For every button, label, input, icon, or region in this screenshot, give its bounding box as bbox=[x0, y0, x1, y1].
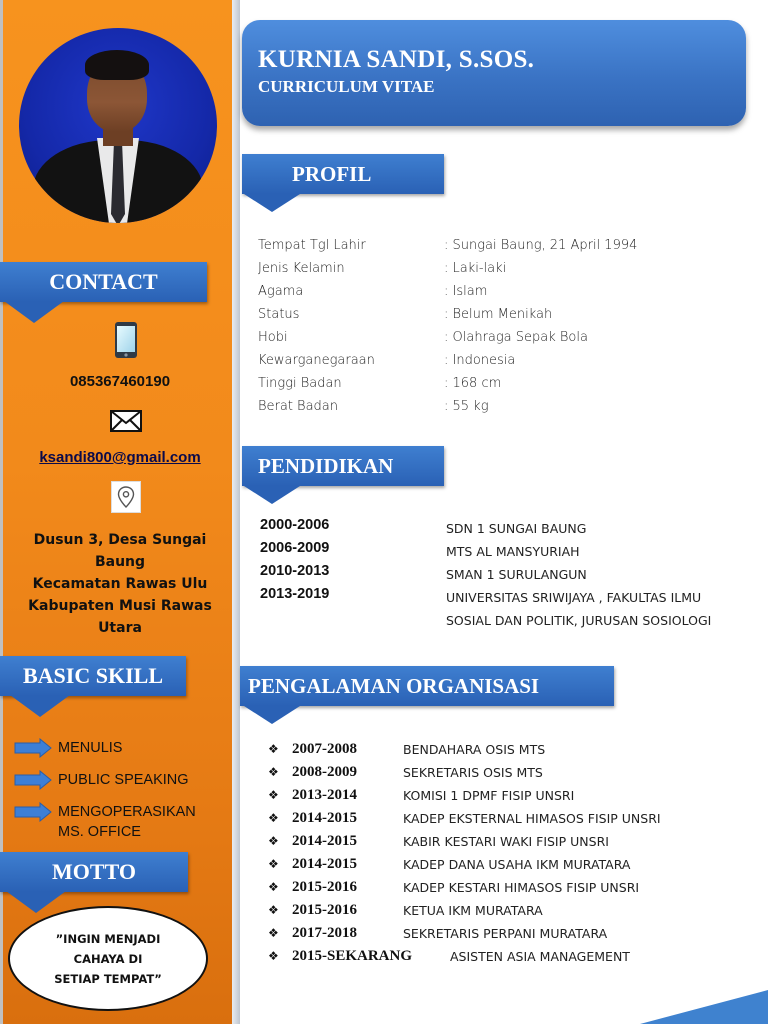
bullet-icon: ❖ bbox=[268, 834, 279, 848]
location-pin-icon bbox=[111, 481, 141, 513]
bullet-icon: ❖ bbox=[268, 926, 279, 940]
skills-heading-text: BASIC SKILL bbox=[22, 663, 163, 688]
profile-label: Jenis Kelamin bbox=[258, 261, 345, 276]
contact-heading-text: CONTACT bbox=[49, 269, 158, 294]
contact-heading-tail bbox=[4, 301, 64, 323]
profile-heading-text: PROFIL bbox=[292, 161, 372, 186]
education-heading bbox=[242, 446, 444, 486]
organization-years: 2015-2016 bbox=[292, 879, 357, 895]
bullet-icon: ❖ bbox=[268, 903, 279, 917]
bullet-icon: ❖ bbox=[268, 857, 279, 871]
bullet-icon: ❖ bbox=[268, 788, 279, 802]
profile-value: : Indonesia bbox=[444, 353, 516, 368]
organization-position: SEKRETARIS PERPANI MURATARA bbox=[403, 926, 608, 941]
organization-years: 2007-2008 bbox=[292, 741, 357, 757]
organization-position: ASISTEN ASIA MANAGEMENT bbox=[450, 949, 630, 964]
profile-label: Agama bbox=[258, 284, 304, 299]
profile-value: : Olahraga Sepak Bola bbox=[444, 330, 588, 345]
address-line: Dusun 3, Desa Sungai bbox=[33, 532, 207, 548]
motto-heading bbox=[0, 852, 188, 892]
education-heading-text: PENDIDIKAN bbox=[258, 453, 394, 478]
phone-number: 085367460190 bbox=[69, 373, 171, 390]
arrow-right-icon bbox=[14, 802, 52, 822]
organization-years: 2008-2009 bbox=[292, 764, 357, 780]
education-school: MTS AL MANSYURIAH bbox=[446, 544, 580, 559]
address-line: Utara bbox=[98, 620, 142, 636]
motto-heading-text: MOTTO bbox=[52, 859, 136, 884]
organization-position: KADEP DANA USAHA IKM MURATARA bbox=[403, 857, 631, 872]
decorative-corner bbox=[640, 990, 768, 1024]
address-block bbox=[20, 529, 220, 639]
skill-item bbox=[14, 802, 196, 842]
education-years: 2000-2006 bbox=[260, 517, 330, 533]
education-heading-tail bbox=[244, 486, 300, 504]
education-school: SMAN 1 SURULANGUN bbox=[446, 567, 587, 582]
bullet-icon: ❖ bbox=[268, 880, 279, 894]
organization-position: KOMISI 1 DPMF FISIP UNSRI bbox=[403, 788, 575, 803]
motto-line: CAHAYA DI bbox=[73, 951, 143, 966]
education-years: 2013-2019 bbox=[260, 586, 330, 602]
profile-label: Berat Badan bbox=[258, 399, 338, 414]
skill-label bbox=[58, 738, 122, 758]
organization-years: 2015-2016 bbox=[292, 902, 357, 918]
sidebar-divider bbox=[232, 0, 240, 1024]
contact-heading bbox=[0, 262, 207, 302]
organization-position: KADEP EKSTERNAL HIMASOS FISIP UNSRI bbox=[403, 811, 661, 826]
organization-position: KETUA IKM MURATARA bbox=[403, 903, 543, 918]
envelope-icon bbox=[109, 409, 143, 433]
email-address[interactable]: ksandi800@gmail.com bbox=[39, 449, 201, 466]
organization-position: SEKRETARIS OSIS MTS bbox=[403, 765, 543, 780]
organization-years: 2015-SEKARANG bbox=[292, 948, 413, 964]
profile-photo bbox=[19, 28, 217, 223]
organization-years: 2014-2015 bbox=[292, 810, 357, 826]
organization-position: KADEP KESTARI HIMASOS FISIP UNSRI bbox=[403, 880, 640, 895]
smartphone-icon bbox=[113, 320, 139, 360]
motto-line: SETIAP TEMPAT” bbox=[54, 971, 162, 986]
organization-heading-tail bbox=[244, 706, 300, 724]
profile-value: : 55 kg bbox=[444, 399, 489, 414]
profile-heading-tail bbox=[244, 194, 300, 212]
bullet-icon: ❖ bbox=[268, 765, 279, 779]
document-subtitle: CURRICULUM VITAE bbox=[258, 77, 435, 96]
motto-text bbox=[8, 906, 208, 1011]
organization-heading-text: PENGALAMAN ORGANISASI bbox=[248, 673, 540, 698]
email-link[interactable] bbox=[0, 449, 240, 466]
profile-value: : Islam bbox=[444, 284, 488, 299]
skill-label-line: MENGOPERASIKAN bbox=[58, 804, 196, 820]
skill-label-line: PUBLIC SPEAKING bbox=[58, 772, 189, 788]
address-line: Kecamatan Rawas Ulu bbox=[32, 576, 208, 592]
skill-label-line: MS. OFFICE bbox=[58, 824, 141, 840]
arrow-right-icon bbox=[14, 770, 52, 790]
organization-position: BENDAHARA OSIS MTS bbox=[403, 742, 546, 757]
person-name: KURNIA SANDI, S.SOS. bbox=[258, 46, 535, 73]
motto-heading-tail bbox=[6, 891, 66, 913]
skill-item bbox=[14, 738, 122, 758]
profile-label: Status bbox=[258, 307, 300, 322]
profile-label: Tinggi Badan bbox=[258, 376, 342, 391]
education-years: 2006-2009 bbox=[260, 540, 330, 556]
profile-heading bbox=[242, 154, 444, 194]
profile-value: : 168 cm bbox=[444, 376, 502, 391]
organization-years: 2013-2014 bbox=[292, 787, 357, 803]
education-years: 2010-2013 bbox=[260, 563, 330, 579]
arrow-right-icon bbox=[14, 738, 52, 758]
education-school: SDN 1 SUNGAI BAUNG bbox=[446, 521, 587, 536]
profile-value: : Belum Menikah bbox=[444, 307, 553, 322]
address-line: Baung bbox=[94, 554, 146, 570]
skills-heading bbox=[0, 656, 186, 696]
address-line: Kabupaten Musi Rawas bbox=[28, 598, 212, 614]
profile-label: Hobi bbox=[258, 330, 288, 345]
education-school: UNIVERSITAS SRIWIJAYA , FAKULTAS ILMU SOSIAL DAN POLITIK, JURUSAN SOSIOLOGI bbox=[446, 590, 712, 628]
profile-value: : Sungai Baung, 21 April 1994 bbox=[444, 238, 638, 253]
skill-label bbox=[58, 802, 196, 842]
bullet-icon: ❖ bbox=[268, 949, 279, 963]
organization-years: 2014-2015 bbox=[292, 833, 357, 849]
bullet-icon: ❖ bbox=[268, 811, 279, 825]
skill-label bbox=[58, 770, 189, 790]
motto-line: ”INGIN MENJADI bbox=[55, 931, 161, 946]
profile-value: : Laki-laki bbox=[444, 261, 507, 276]
organization-position: KABIR KESTARI WAKI FISIP UNSRI bbox=[403, 834, 609, 849]
organization-years: 2014-2015 bbox=[292, 856, 357, 872]
bullet-icon: ❖ bbox=[268, 742, 279, 756]
skill-label-line: MENULIS bbox=[58, 740, 123, 756]
skills-heading-tail bbox=[10, 695, 70, 717]
profile-label: Kewarganegaraan bbox=[258, 353, 375, 368]
organization-heading bbox=[240, 666, 614, 706]
skill-item bbox=[14, 770, 189, 790]
organization-years: 2017-2018 bbox=[292, 925, 357, 941]
profile-label: Tempat Tgl Lahir bbox=[258, 238, 366, 253]
